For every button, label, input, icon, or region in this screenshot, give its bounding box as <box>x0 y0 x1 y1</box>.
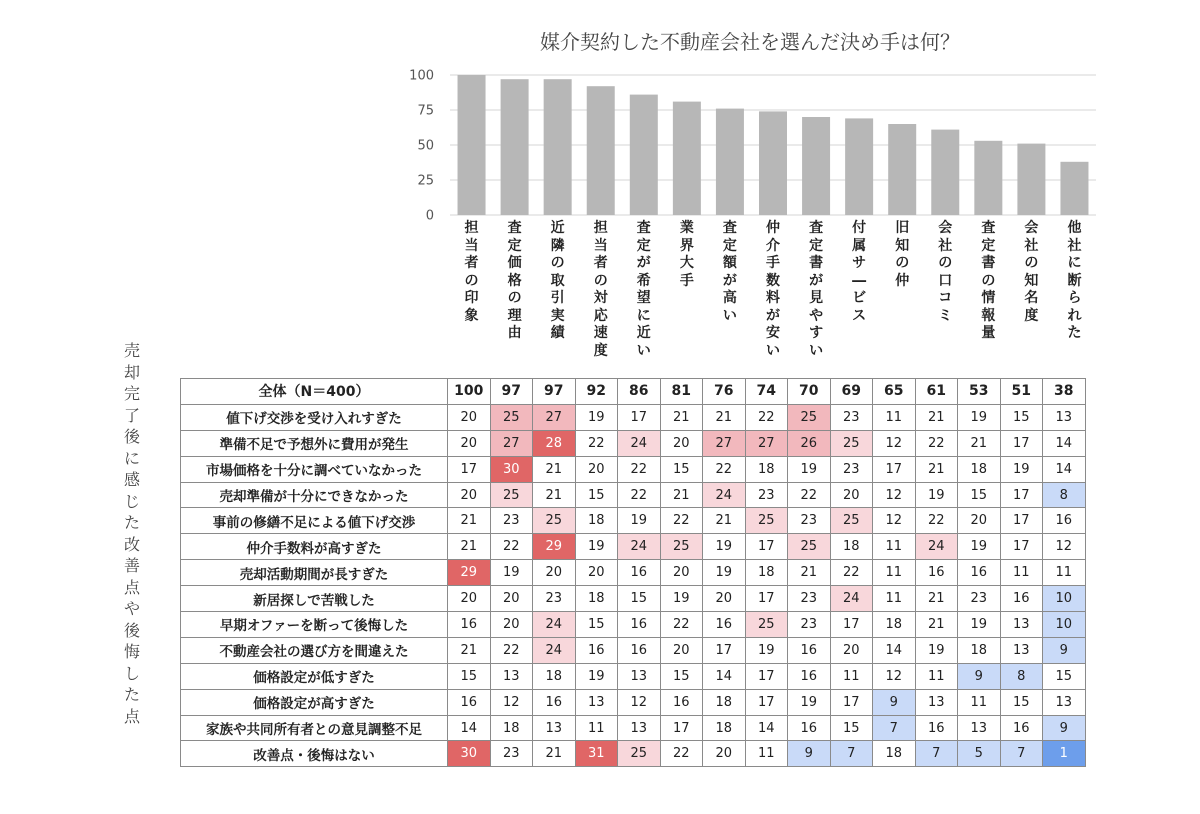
table-cell: 17 <box>1000 482 1043 508</box>
table-cell: 20 <box>660 430 703 456</box>
table-cell: 17 <box>745 586 788 612</box>
table-cell: 14 <box>703 663 746 689</box>
table-cell: 21 <box>660 482 703 508</box>
table-cell: 7 <box>1000 741 1043 767</box>
category-label: 付属サ―ビス <box>852 220 867 324</box>
table-cell: 8 <box>1043 482 1086 508</box>
table-cell: 15 <box>575 482 618 508</box>
y-tick-label: 25 <box>417 173 434 189</box>
table-header-row <box>181 379 1086 405</box>
table-cell: 16 <box>788 663 831 689</box>
category-label: 他社に断られた <box>1067 220 1082 341</box>
table-cell: 26 <box>788 430 831 456</box>
table-cell: 8 <box>1000 663 1043 689</box>
table-cell: 17 <box>745 534 788 560</box>
bar <box>587 86 615 215</box>
table-cell: 30 <box>490 456 533 482</box>
table-cell: 23 <box>788 586 831 612</box>
table-cell: 22 <box>915 430 958 456</box>
category-label: 担当者の印象 <box>464 220 479 324</box>
table-cell: 20 <box>533 560 576 586</box>
table-cell: 13 <box>1000 637 1043 663</box>
row-label: 価格設定が高すぎた <box>181 689 448 715</box>
bar <box>501 79 529 215</box>
table-cell: 23 <box>788 508 831 534</box>
table-cell: 20 <box>448 586 491 612</box>
table-cell: 25 <box>830 508 873 534</box>
table-cell: 14 <box>1043 456 1086 482</box>
table-cell: 20 <box>448 404 491 430</box>
table-cell: 9 <box>788 741 831 767</box>
table-cell: 21 <box>660 404 703 430</box>
table-cell: 21 <box>915 586 958 612</box>
table-cell: 22 <box>490 534 533 560</box>
table-cell: 18 <box>575 508 618 534</box>
header-value: 86 <box>618 379 661 405</box>
table-cell: 25 <box>745 508 788 534</box>
header-value: 97 <box>490 379 533 405</box>
table-cell: 17 <box>745 663 788 689</box>
table-cell: 22 <box>830 560 873 586</box>
table-cell: 9 <box>958 663 1001 689</box>
table-cell: 20 <box>448 430 491 456</box>
table-cell: 18 <box>873 741 916 767</box>
table-cell: 20 <box>575 456 618 482</box>
table-cell: 16 <box>703 612 746 638</box>
table-cell: 14 <box>448 715 491 741</box>
table-cell: 19 <box>703 534 746 560</box>
table-row <box>181 430 1086 456</box>
table-cell: 13 <box>575 689 618 715</box>
table-cell: 17 <box>618 404 661 430</box>
table-cell: 22 <box>660 741 703 767</box>
table-cell: 27 <box>703 430 746 456</box>
table-cell: 21 <box>448 534 491 560</box>
header-value: 69 <box>830 379 873 405</box>
table-cell: 25 <box>660 534 703 560</box>
table-cell: 19 <box>915 637 958 663</box>
table-cell: 17 <box>448 456 491 482</box>
table-cell: 23 <box>830 456 873 482</box>
bar <box>974 141 1002 215</box>
row-label: 売却活動期間が長すぎた <box>181 560 448 586</box>
table-cell: 22 <box>745 404 788 430</box>
table-cell: 25 <box>490 404 533 430</box>
table-row <box>181 560 1086 586</box>
table-cell: 18 <box>873 612 916 638</box>
table-cell: 15 <box>1000 404 1043 430</box>
table-cell: 19 <box>660 586 703 612</box>
header-value: 65 <box>873 379 916 405</box>
table-cell: 23 <box>788 612 831 638</box>
table-cell: 15 <box>618 586 661 612</box>
table-cell: 23 <box>490 741 533 767</box>
category-label: 会社の口コミ <box>938 220 953 324</box>
row-label: 価格設定が低すぎた <box>181 663 448 689</box>
bar <box>802 117 830 215</box>
table-cell: 11 <box>873 560 916 586</box>
table-cell: 20 <box>660 560 703 586</box>
table-cell: 21 <box>703 404 746 430</box>
table-cell: 20 <box>490 612 533 638</box>
bar <box>1060 162 1088 215</box>
table-cell: 17 <box>873 456 916 482</box>
header-label: 全体（N＝400） <box>181 379 448 405</box>
table-row <box>181 482 1086 508</box>
table-cell: 25 <box>618 741 661 767</box>
table-cell: 18 <box>490 715 533 741</box>
bar <box>888 124 916 215</box>
table-cell: 16 <box>618 560 661 586</box>
bar <box>630 95 658 215</box>
row-label: 仲介手数料が高すぎた <box>181 534 448 560</box>
table-cell: 19 <box>915 482 958 508</box>
table-cell: 29 <box>533 534 576 560</box>
table-cell: 16 <box>1000 715 1043 741</box>
table-cell: 21 <box>533 482 576 508</box>
table-cell: 12 <box>873 663 916 689</box>
table-cell: 7 <box>915 741 958 767</box>
table-cell: 19 <box>575 534 618 560</box>
table-cell: 22 <box>660 612 703 638</box>
row-label: 事前の修繕不足による値下げ交渉 <box>181 508 448 534</box>
table-cell: 17 <box>1000 508 1043 534</box>
table-cell: 9 <box>1043 715 1086 741</box>
category-label: 査定価格の理由 <box>507 220 522 341</box>
table-cell: 10 <box>1043 612 1086 638</box>
row-label: 値下げ交渉を受け入れすぎた <box>181 404 448 430</box>
y-tick-label: 0 <box>425 208 434 224</box>
table-cell: 20 <box>958 508 1001 534</box>
table-cell: 25 <box>830 430 873 456</box>
bar <box>544 79 572 215</box>
table-cell: 16 <box>533 689 576 715</box>
table-cell: 22 <box>703 456 746 482</box>
table-cell: 15 <box>660 456 703 482</box>
header-value: 74 <box>745 379 788 405</box>
category-label: 査定額が高い <box>722 220 737 324</box>
header-value: 76 <box>703 379 746 405</box>
table-cell: 16 <box>788 715 831 741</box>
table-cell: 22 <box>618 482 661 508</box>
table-cell: 23 <box>830 404 873 430</box>
bar <box>1017 144 1045 215</box>
table-cell: 22 <box>660 508 703 534</box>
table-cell: 21 <box>915 456 958 482</box>
header-value: 92 <box>575 379 618 405</box>
bar <box>458 75 486 215</box>
table-cell: 16 <box>915 715 958 741</box>
header-value: 38 <box>1043 379 1086 405</box>
table-row <box>181 689 1086 715</box>
header-value: 100 <box>448 379 491 405</box>
table-cell: 19 <box>490 560 533 586</box>
table-cell: 20 <box>703 741 746 767</box>
table-cell: 12 <box>873 430 916 456</box>
row-label: 早期オファーを断って後悔した <box>181 612 448 638</box>
bar <box>845 118 873 215</box>
table-cell: 14 <box>745 715 788 741</box>
table-cell: 18 <box>958 456 1001 482</box>
chart-title: 媒介契約した不動産会社を選んだ決め手は何？ <box>540 30 960 54</box>
table-cell: 12 <box>873 508 916 534</box>
table-row <box>181 741 1086 767</box>
table-cell: 25 <box>490 482 533 508</box>
table-cell: 7 <box>873 715 916 741</box>
table-cell: 13 <box>1000 612 1043 638</box>
table-cell: 13 <box>1043 404 1086 430</box>
table-cell: 18 <box>703 715 746 741</box>
table-cell: 11 <box>830 663 873 689</box>
table-cell: 12 <box>873 482 916 508</box>
table-cell: 24 <box>703 482 746 508</box>
table-cell: 13 <box>533 715 576 741</box>
table-cell: 25 <box>788 404 831 430</box>
table-cell: 24 <box>618 534 661 560</box>
table-cell: 17 <box>830 689 873 715</box>
table-cell: 19 <box>575 663 618 689</box>
table-cell: 18 <box>745 456 788 482</box>
table-cell: 17 <box>1000 430 1043 456</box>
table-cell: 19 <box>1000 456 1043 482</box>
table-cell: 23 <box>745 482 788 508</box>
category-label: 査定書の情報量 <box>981 220 996 341</box>
bar <box>759 111 787 215</box>
side-axis-label: 売却完了後に感じた改善点や後悔した点 <box>123 341 140 726</box>
table-cell: 17 <box>745 689 788 715</box>
table-cell: 20 <box>830 637 873 663</box>
table-cell: 19 <box>958 404 1001 430</box>
table-cell: 24 <box>915 534 958 560</box>
table-cell: 21 <box>448 508 491 534</box>
row-label: 準備不足で予想外に費用が発生 <box>181 430 448 456</box>
category-label: 旧知の仲 <box>895 220 910 289</box>
table-cell: 17 <box>1000 534 1043 560</box>
y-tick-label: 50 <box>417 138 434 154</box>
table-cell: 16 <box>660 689 703 715</box>
table-cell: 19 <box>745 637 788 663</box>
table-cell: 21 <box>533 741 576 767</box>
table-cell: 15 <box>448 663 491 689</box>
table-cell: 25 <box>533 508 576 534</box>
table-cell: 11 <box>1000 560 1043 586</box>
table-cell: 21 <box>915 612 958 638</box>
table-cell: 18 <box>745 560 788 586</box>
table-row <box>181 663 1086 689</box>
row-label: 新居探しで苦戦した <box>181 586 448 612</box>
row-label: 市場価格を十分に調べていなかった <box>181 456 448 482</box>
table-cell: 19 <box>788 456 831 482</box>
header-value: 61 <box>915 379 958 405</box>
header-value: 97 <box>533 379 576 405</box>
table-cell: 15 <box>1000 689 1043 715</box>
category-label: 担当者の対応速度 <box>593 220 608 359</box>
table-cell: 12 <box>1043 534 1086 560</box>
table-cell: 24 <box>533 637 576 663</box>
table-cell: 11 <box>1043 560 1086 586</box>
table-cell: 19 <box>618 508 661 534</box>
table-cell: 20 <box>830 482 873 508</box>
category-label: 近隣の取引実績 <box>550 220 565 341</box>
table-cell: 19 <box>958 612 1001 638</box>
table-cell: 16 <box>575 637 618 663</box>
table-cell: 21 <box>788 560 831 586</box>
table-cell: 11 <box>745 741 788 767</box>
table-cell: 14 <box>873 637 916 663</box>
table-cell: 18 <box>575 586 618 612</box>
table-cell: 11 <box>873 404 916 430</box>
table-cell: 13 <box>618 663 661 689</box>
table-cell: 21 <box>958 430 1001 456</box>
y-tick-label: 75 <box>417 103 434 119</box>
header-value: 70 <box>788 379 831 405</box>
table-cell: 17 <box>660 715 703 741</box>
table-cell: 15 <box>958 482 1001 508</box>
table-cell: 20 <box>703 586 746 612</box>
table-cell: 16 <box>958 560 1001 586</box>
bar <box>673 102 701 215</box>
y-tick-label: 100 <box>409 68 434 84</box>
table-row <box>181 715 1086 741</box>
table-row <box>181 586 1086 612</box>
row-label: 改善点・後悔はない <box>181 741 448 767</box>
table-cell: 22 <box>915 508 958 534</box>
table-row <box>181 612 1086 638</box>
table-cell: 16 <box>788 637 831 663</box>
table-cell: 15 <box>1043 663 1086 689</box>
table-cell: 25 <box>788 534 831 560</box>
table-cell: 13 <box>618 715 661 741</box>
table-cell: 19 <box>575 404 618 430</box>
table-cell: 14 <box>1043 430 1086 456</box>
table-cell: 19 <box>703 560 746 586</box>
table-cell: 16 <box>448 612 491 638</box>
table-cell: 25 <box>745 612 788 638</box>
table-cell: 23 <box>490 508 533 534</box>
table-cell: 29 <box>448 560 491 586</box>
table-cell: 15 <box>660 663 703 689</box>
table-cell: 19 <box>958 534 1001 560</box>
table-cell: 11 <box>873 534 916 560</box>
table-cell: 16 <box>915 560 958 586</box>
table-cell: 13 <box>490 663 533 689</box>
table-cell: 19 <box>788 689 831 715</box>
table-cell: 11 <box>873 586 916 612</box>
bar <box>716 109 744 215</box>
row-label: 不動産会社の選び方を間違えた <box>181 637 448 663</box>
table-cell: 30 <box>448 741 491 767</box>
row-label: 家族や共同所有者との意見調整不足 <box>181 715 448 741</box>
table-row <box>181 456 1086 482</box>
table-cell: 18 <box>958 637 1001 663</box>
header-value: 51 <box>1000 379 1043 405</box>
table-cell: 18 <box>703 689 746 715</box>
table-cell: 27 <box>745 430 788 456</box>
table-cell: 24 <box>533 612 576 638</box>
table-cell: 18 <box>830 534 873 560</box>
table-cell: 22 <box>490 637 533 663</box>
table-row <box>181 637 1086 663</box>
table-cell: 22 <box>788 482 831 508</box>
header-value: 53 <box>958 379 1001 405</box>
table-cell: 23 <box>533 586 576 612</box>
table-cell: 16 <box>618 637 661 663</box>
table-cell: 21 <box>915 404 958 430</box>
table-cell: 15 <box>830 715 873 741</box>
table-cell: 20 <box>575 560 618 586</box>
table-cell: 21 <box>448 637 491 663</box>
table-cell: 16 <box>448 689 491 715</box>
category-label: 会社の知名度 <box>1024 220 1039 324</box>
category-label: 査定が希望に近い <box>636 220 651 359</box>
table-cell: 20 <box>448 482 491 508</box>
table-cell: 12 <box>490 689 533 715</box>
table-cell: 22 <box>575 430 618 456</box>
table-cell: 11 <box>915 663 958 689</box>
table-cell: 11 <box>958 689 1001 715</box>
table-row <box>181 508 1086 534</box>
table-cell: 27 <box>490 430 533 456</box>
category-label: 査定書が見やすい <box>809 220 824 359</box>
table-cell: 13 <box>1043 689 1086 715</box>
table-cell: 21 <box>703 508 746 534</box>
table-cell: 28 <box>533 430 576 456</box>
table-cell: 10 <box>1043 586 1086 612</box>
cross-table <box>180 378 1086 767</box>
table-cell: 13 <box>915 689 958 715</box>
table-cell: 11 <box>575 715 618 741</box>
table-cell: 1 <box>1043 741 1086 767</box>
table-cell: 15 <box>575 612 618 638</box>
table-cell: 9 <box>873 689 916 715</box>
table-cell: 27 <box>533 404 576 430</box>
category-label: 仲介手数料が安い <box>766 220 780 359</box>
table-cell: 20 <box>490 586 533 612</box>
table-cell: 17 <box>703 637 746 663</box>
table-cell: 16 <box>618 612 661 638</box>
table-cell: 17 <box>830 612 873 638</box>
table-cell: 13 <box>958 715 1001 741</box>
table-cell: 23 <box>958 586 1001 612</box>
category-label: 業界大手 <box>679 220 694 289</box>
row-label: 売却準備が十分にできなかった <box>181 482 448 508</box>
table-cell: 12 <box>618 689 661 715</box>
table-cell: 5 <box>958 741 1001 767</box>
table-cell: 22 <box>618 456 661 482</box>
table-cell: 24 <box>618 430 661 456</box>
table-cell: 21 <box>533 456 576 482</box>
table-cell: 16 <box>1000 586 1043 612</box>
table-row <box>181 534 1086 560</box>
table-cell: 20 <box>660 637 703 663</box>
table-cell: 9 <box>1043 637 1086 663</box>
table-cell: 7 <box>830 741 873 767</box>
table-cell: 18 <box>533 663 576 689</box>
header-value: 81 <box>660 379 703 405</box>
table-row <box>181 404 1086 430</box>
table-cell: 16 <box>1043 508 1086 534</box>
bar <box>931 130 959 215</box>
table-cell: 31 <box>575 741 618 767</box>
table-cell: 24 <box>830 586 873 612</box>
